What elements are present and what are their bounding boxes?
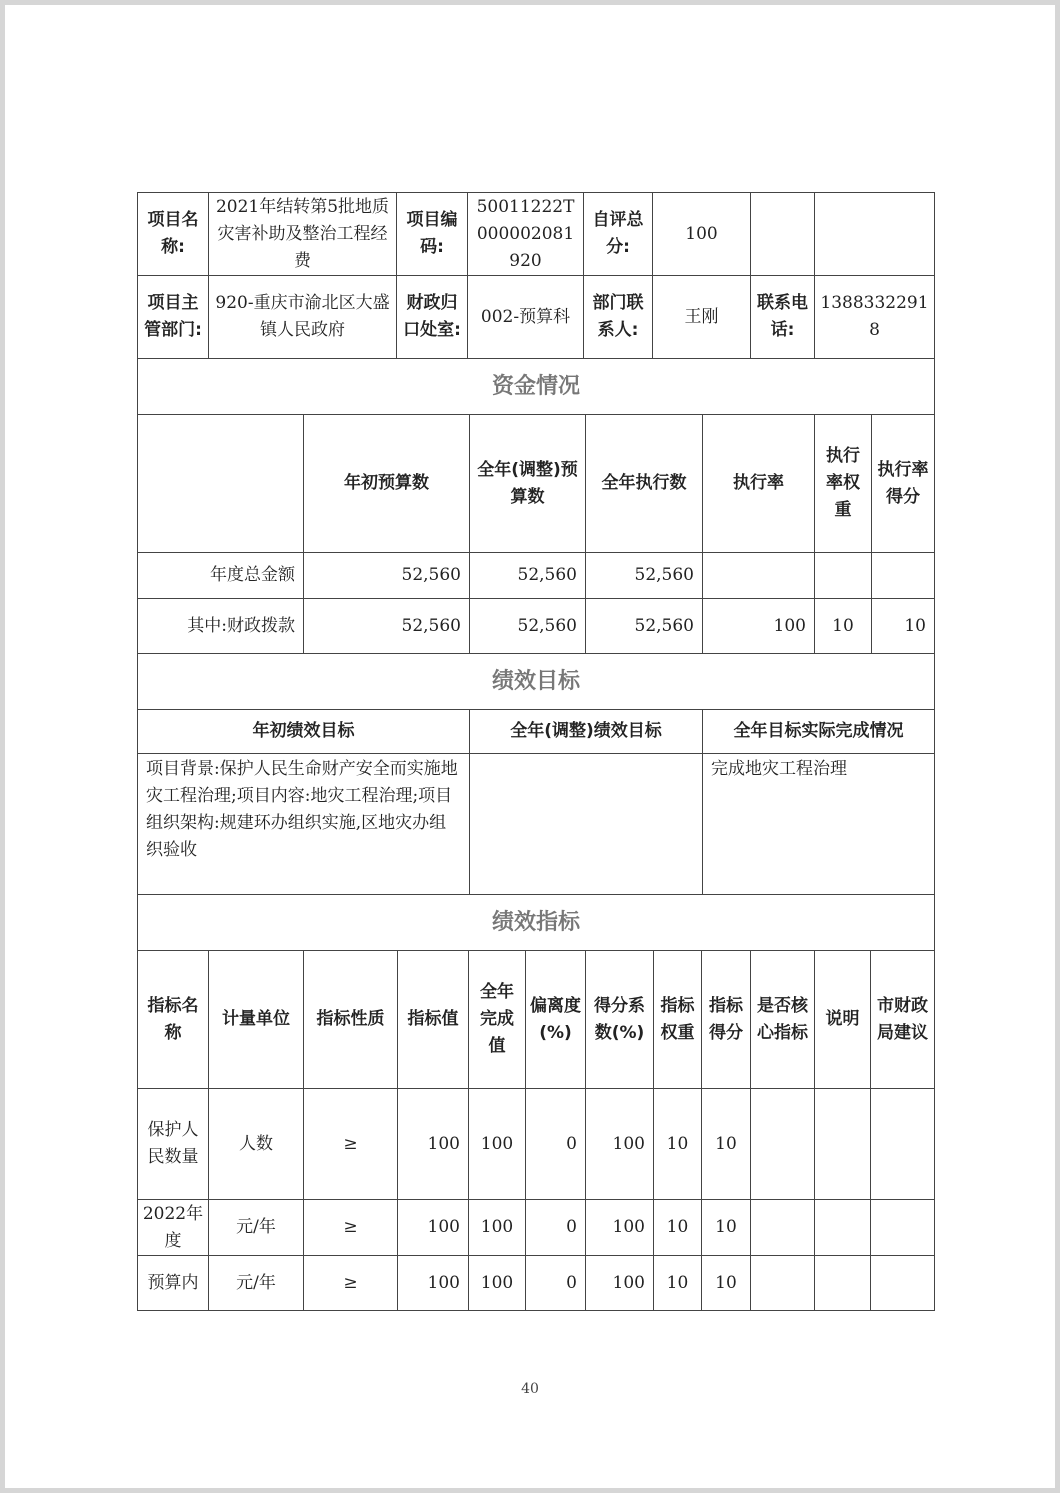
funds-cell: 52,560 bbox=[470, 553, 586, 599]
goals-header-actual: 全年目标实际完成情况 bbox=[703, 710, 935, 754]
ind-cell: ≥ bbox=[304, 1200, 398, 1256]
self-score-value: 100 bbox=[653, 193, 751, 276]
office-value: 002-预算科 bbox=[468, 276, 584, 359]
funds-row-label: 其中:财政拨款 bbox=[138, 599, 304, 654]
ind-cell: 10 bbox=[654, 1200, 702, 1256]
ind-cell bbox=[871, 1200, 935, 1256]
ind-cell: 2022年度 bbox=[138, 1200, 209, 1256]
self-score-label: 自评总分: bbox=[584, 193, 653, 276]
ind-header: 计量单位 bbox=[209, 951, 304, 1089]
empty-cell bbox=[751, 193, 815, 276]
ind-cell: 100 bbox=[586, 1256, 654, 1311]
funds-cell: 100 bbox=[703, 599, 815, 654]
project-name-value: 2021年结转第5批地质灾害补助及整治工程经费 bbox=[209, 193, 397, 276]
ind-cell: 元/年 bbox=[209, 1200, 304, 1256]
ind-header: 是否核心指标 bbox=[751, 951, 815, 1089]
funds-cell bbox=[703, 553, 815, 599]
empty-cell bbox=[815, 193, 935, 276]
project-info-table bbox=[137, 192, 935, 359]
phone-label: 联系电话: bbox=[751, 276, 815, 359]
ind-cell: ≥ bbox=[304, 1089, 398, 1200]
ind-cell: 0 bbox=[526, 1089, 586, 1200]
goals-initial-text: 项目背景:保护人民生命财产安全而实施地灾工程治理;项目内容:地灾工程治理;项目组织架构:规建环办组织实施,区地灾办组织验收 bbox=[138, 754, 470, 895]
ind-header: 指标权重 bbox=[654, 951, 702, 1089]
funds-cell: 10 bbox=[872, 599, 935, 654]
ind-cell: 100 bbox=[469, 1256, 526, 1311]
funds-header-5: 执行率权重 bbox=[815, 415, 872, 553]
ind-cell: 10 bbox=[702, 1089, 751, 1200]
funds-cell: 52,560 bbox=[304, 553, 470, 599]
ind-cell bbox=[871, 1089, 935, 1200]
funds-section-title: 资金情况 bbox=[138, 359, 935, 415]
goals-actual-text: 完成地灾工程治理 bbox=[703, 754, 935, 895]
ind-cell: 0 bbox=[526, 1200, 586, 1256]
office-label: 财政归口处室: bbox=[397, 276, 468, 359]
project-code-value: 50011222T000002081920 bbox=[468, 193, 584, 276]
funds-cell: 52,560 bbox=[470, 599, 586, 654]
ind-header: 指标值 bbox=[398, 951, 469, 1089]
goals-section-title: 绩效目标 bbox=[138, 654, 935, 710]
ind-cell: 100 bbox=[586, 1089, 654, 1200]
ind-cell bbox=[751, 1256, 815, 1311]
ind-cell: 10 bbox=[702, 1200, 751, 1256]
ind-cell: 10 bbox=[654, 1256, 702, 1311]
ind-header: 偏离度(%) bbox=[526, 951, 586, 1089]
funds-table bbox=[137, 358, 935, 654]
ind-cell: 保护人民数量 bbox=[138, 1089, 209, 1200]
project-code-label: 项目编码: bbox=[397, 193, 468, 276]
ind-cell: 100 bbox=[398, 1256, 469, 1311]
funds-header-6: 执行率得分 bbox=[872, 415, 935, 553]
ind-header: 全年完成值 bbox=[469, 951, 526, 1089]
ind-cell: 0 bbox=[526, 1256, 586, 1311]
ind-cell: ≥ bbox=[304, 1256, 398, 1311]
funds-cell: 10 bbox=[815, 599, 872, 654]
funds-header-4: 执行率 bbox=[703, 415, 815, 553]
ind-cell bbox=[871, 1256, 935, 1311]
ind-cell: 100 bbox=[398, 1089, 469, 1200]
ind-cell: 10 bbox=[654, 1089, 702, 1200]
ind-cell: 100 bbox=[469, 1200, 526, 1256]
phone-value: 13883322918 bbox=[815, 276, 935, 359]
funds-header-1: 年初预算数 bbox=[304, 415, 470, 553]
funds-cell bbox=[815, 553, 872, 599]
ind-header: 市财政局建议 bbox=[871, 951, 935, 1089]
goals-header-initial: 年初绩效目标 bbox=[138, 710, 470, 754]
ind-cell: 100 bbox=[469, 1089, 526, 1200]
evaluation-form bbox=[137, 192, 934, 1311]
indicators-table bbox=[137, 894, 935, 1311]
ind-header: 得分系数(%) bbox=[586, 951, 654, 1089]
indicators-section-title: 绩效指标 bbox=[138, 895, 935, 951]
contact-value: 王刚 bbox=[653, 276, 751, 359]
page-number: 40 bbox=[521, 1381, 539, 1397]
funds-cell: 52,560 bbox=[586, 599, 703, 654]
funds-row-label: 年度总金额 bbox=[138, 553, 304, 599]
ind-cell: 元/年 bbox=[209, 1256, 304, 1311]
ind-header: 说明 bbox=[815, 951, 871, 1089]
funds-cell: 52,560 bbox=[304, 599, 470, 654]
ind-cell: 100 bbox=[398, 1200, 469, 1256]
project-name-label: 项目名称: bbox=[138, 193, 209, 276]
ind-header: 指标得分 bbox=[702, 951, 751, 1089]
funds-cell: 52,560 bbox=[586, 553, 703, 599]
funds-header-3: 全年执行数 bbox=[586, 415, 703, 553]
goals-table bbox=[137, 653, 935, 895]
dept-label: 项目主管部门: bbox=[138, 276, 209, 359]
goals-header-adjusted: 全年(调整)绩效目标 bbox=[470, 710, 703, 754]
ind-cell bbox=[751, 1089, 815, 1200]
contact-label: 部门联系人: bbox=[584, 276, 653, 359]
ind-cell: 10 bbox=[702, 1256, 751, 1311]
ind-cell bbox=[815, 1089, 871, 1200]
ind-cell: 100 bbox=[586, 1200, 654, 1256]
ind-header: 指标性质 bbox=[304, 951, 398, 1089]
goals-adjusted-text bbox=[470, 754, 703, 895]
ind-cell: 预算内 bbox=[138, 1256, 209, 1311]
ind-cell bbox=[815, 1256, 871, 1311]
dept-value: 920-重庆市渝北区大盛镇人民政府 bbox=[209, 276, 397, 359]
ind-header: 指标名称 bbox=[138, 951, 209, 1089]
funds-header-0 bbox=[138, 415, 304, 553]
funds-header-2: 全年(调整)预算数 bbox=[470, 415, 586, 553]
ind-cell: 人数 bbox=[209, 1089, 304, 1200]
ind-cell bbox=[815, 1200, 871, 1256]
ind-cell bbox=[751, 1200, 815, 1256]
funds-cell bbox=[872, 553, 935, 599]
